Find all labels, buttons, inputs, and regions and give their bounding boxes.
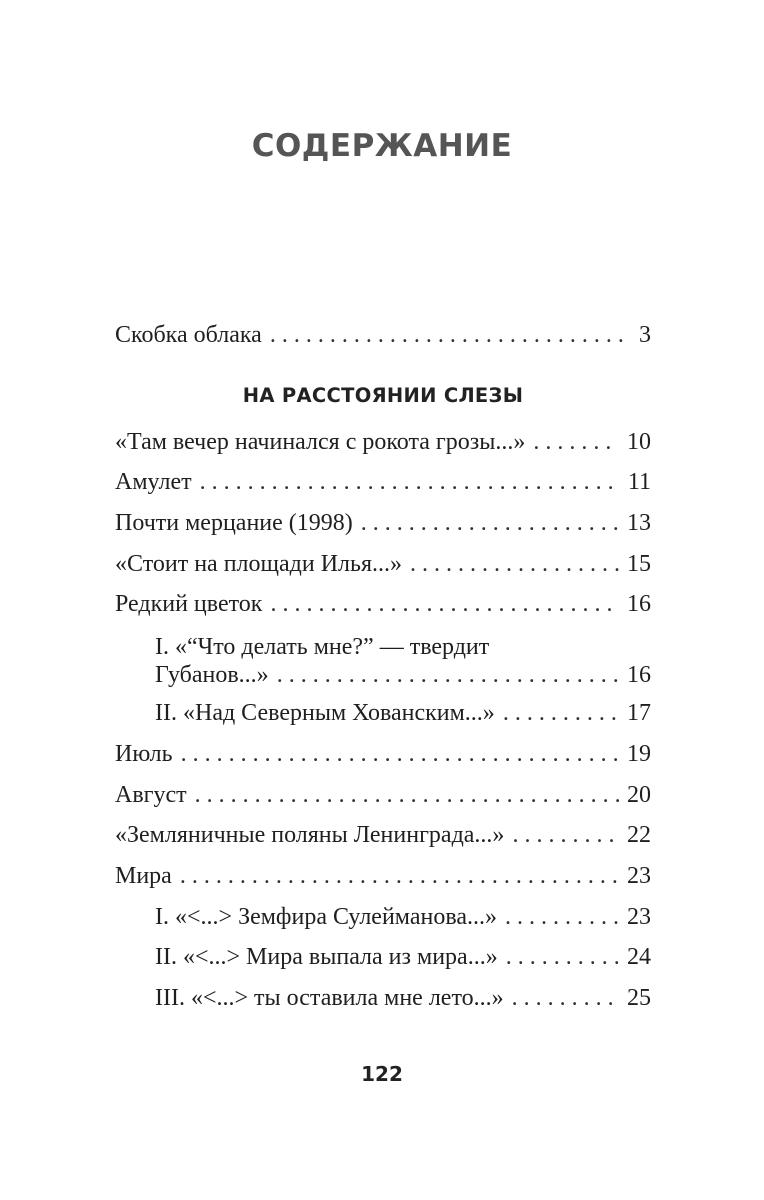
toc-entry-page: 15 [627, 550, 651, 577]
toc-entry-page: 3 [639, 322, 651, 348]
dot-leader [505, 897, 619, 938]
toc-entry-title: Скобка облака [115, 322, 262, 348]
dot-leader [270, 315, 631, 356]
toc-entry-title-continued: Губанов...» [155, 662, 269, 689]
toc-entry [115, 422, 651, 463]
toc-entry-page: 23 [627, 903, 651, 930]
toc-subentry [115, 937, 651, 978]
toc-entry-page: 19 [627, 740, 651, 767]
dot-leader [512, 978, 619, 1019]
toc-subentry [115, 897, 651, 938]
toc-entry-title: III. «<...> ты оставила мне лето...» [155, 984, 504, 1011]
toc-entry [115, 544, 651, 585]
toc-entry-title: Редкий цветок [115, 591, 263, 618]
dot-leader [181, 734, 619, 775]
toc-entry [115, 503, 651, 544]
toc-entry-title: Амулет [115, 469, 192, 496]
toc-entry-page: 11 [627, 469, 651, 496]
toc-entry-title: Почти мерцание (1998) [115, 510, 353, 537]
toc-entry-title: Август [115, 781, 187, 808]
dot-leader [512, 815, 619, 856]
toc-entry-page: 25 [627, 984, 651, 1011]
dot-leader [506, 937, 619, 978]
dot-leader [361, 503, 619, 544]
toc-entry-page: 20 [627, 781, 651, 808]
toc-entry-title: Мира [115, 862, 172, 889]
toc-entry-title: Июль [115, 740, 173, 767]
toc-entry [115, 584, 651, 625]
dot-leader [410, 544, 619, 585]
dot-leader [503, 693, 619, 734]
toc-entry-page: 13 [627, 510, 651, 537]
toc-entry-title: «Стоит на площади Илья...» [115, 550, 402, 577]
toc-entry-page: 23 [627, 862, 651, 889]
dot-leader [270, 584, 619, 625]
page-number: 122 [361, 1062, 403, 1086]
dot-leader [180, 856, 619, 897]
toc-subentry [115, 978, 651, 1019]
toc-entry [115, 734, 651, 775]
toc-entry [115, 315, 651, 356]
toc-entry-title: I. «“Что делать мне?” — твердит [155, 634, 490, 661]
toc-entry-title: II. «Над Северным Хованским...» [155, 700, 495, 727]
toc-entry [115, 775, 651, 816]
toc-entry-page: 24 [627, 944, 651, 971]
toc-entry-title: I. «<...> Земфира Сулейманова...» [155, 903, 497, 930]
toc-entry-page: 16 [627, 662, 651, 689]
toc-entry-title: «Там вечер начинался с рокота грозы...» [115, 428, 526, 455]
dot-leader [200, 462, 620, 503]
page-title: СОДЕРЖАНИЕ [251, 128, 513, 164]
table-of-contents [115, 315, 651, 1019]
toc-entry-page: 22 [627, 822, 651, 849]
toc-entry [115, 815, 651, 856]
toc-subentry [115, 625, 651, 693]
section-heading: НА РАССТОЯНИИ СЛЕЗЫ [242, 383, 524, 407]
toc-entry-page: 17 [627, 700, 651, 727]
dot-leader [277, 661, 619, 689]
toc-entry-page: 16 [627, 591, 651, 618]
toc-subentry [115, 693, 651, 734]
toc-entry-page: 10 [627, 428, 651, 455]
dot-leader [533, 422, 619, 463]
toc-entry [115, 462, 651, 503]
toc-entry-title: II. «<...> Мира выпала из мира...» [155, 944, 498, 971]
toc-entry [115, 856, 651, 897]
toc-entry-title: «Земляничные поляны Ленинграда...» [115, 822, 505, 849]
dot-leader [195, 775, 619, 816]
